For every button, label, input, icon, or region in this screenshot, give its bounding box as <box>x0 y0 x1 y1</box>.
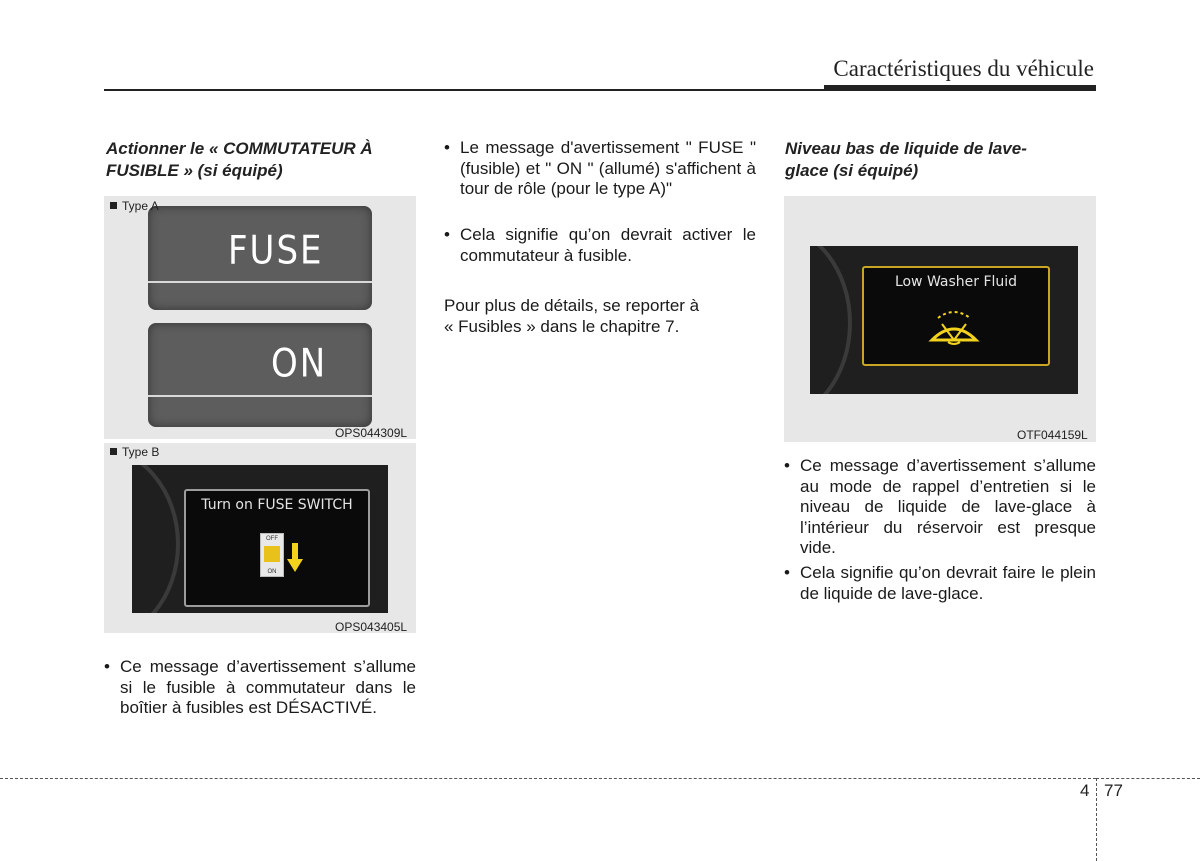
list-item: • Cela signifie qu’on devrait faire le plein de liquide de lave-glace. <box>784 563 1096 603</box>
bullet-dot: • <box>104 657 110 676</box>
switch-on-label: ON <box>267 569 277 575</box>
heading-line: Niveau bas de liquide de lave- <box>785 139 1027 158</box>
square-bullet-icon <box>110 448 117 455</box>
heading-line: glace (si équipé) <box>785 161 919 180</box>
gauge-arc <box>132 465 180 613</box>
on-display <box>148 323 372 427</box>
figure-code: OPS044309L <box>335 426 408 440</box>
bullet-dot: • <box>784 456 790 475</box>
washer-fluid-figure <box>784 196 1096 442</box>
footer-rule <box>1096 778 1200 779</box>
paragraph-line: Pour plus de détails, se reporter à <box>444 296 700 315</box>
bullet-dot: • <box>444 225 450 244</box>
display-divider <box>148 281 372 283</box>
display-divider <box>148 395 372 397</box>
fuse-display-text: FUSE <box>228 228 324 274</box>
page-header-title: Caractéristiques du véhicule <box>833 56 1094 81</box>
heading-line: Actionner le « COMMUTATEUR À <box>106 139 373 158</box>
warning-message: Low Washer Fluid <box>894 274 1018 290</box>
warning-panel <box>862 266 1050 366</box>
reference-paragraph <box>444 296 764 337</box>
type-a-label: Type A <box>110 199 159 213</box>
instrument-cluster <box>810 246 1078 394</box>
washer-fluid-heading <box>785 138 1027 182</box>
bullet-dot: • <box>444 138 450 157</box>
figure-code: OTF044159L <box>1017 428 1088 442</box>
fuse-switch-icon <box>260 533 284 577</box>
switch-off-label: OFF <box>266 536 278 542</box>
type-b-label: Type B <box>110 445 159 459</box>
heading-line: FUSIBLE » (si équipé) <box>106 161 283 180</box>
list-item: • Ce message d’avertissement s’allume si le fusible à commutateur dans le boîtier à fusibles est DÉSACTIVÉ. <box>104 657 416 717</box>
header-rule-accent <box>824 85 1096 90</box>
page-number: 77 <box>1104 781 1123 800</box>
list-item: • Ce message d’avertissement s’allume au mode de rappel d’entretien si le niveau de liquide de lave-glace à l’intérieur du réservoir est presque vide. <box>784 456 1096 557</box>
list-item: • Le message d'avertissement " FUSE " (fusible) et " ON " (allumé) s'affichent à tour de rôle (pour le type A)" <box>444 138 756 198</box>
bullet-dot: • <box>784 563 790 582</box>
type-b-figure <box>104 443 416 633</box>
switch-lever <box>264 546 280 562</box>
footer-rule <box>0 778 1096 779</box>
instrument-cluster <box>132 465 388 613</box>
fuse-switch-heading <box>106 138 373 182</box>
down-arrow-icon <box>287 543 303 573</box>
paragraph-line: « Fusibles » dans le chapitre 7. <box>444 316 680 336</box>
list-item: • Cela signifie qu’on devrait activer le commutateur à fusible. <box>444 225 756 265</box>
figure-code: OPS043405L <box>335 620 408 634</box>
fuse-display <box>148 206 372 310</box>
footer-divider <box>1096 778 1097 861</box>
type-a-figure <box>104 196 416 439</box>
warning-panel <box>184 489 370 607</box>
square-bullet-icon <box>110 202 117 209</box>
washer-fluid-icon <box>928 308 980 346</box>
gauge-arc <box>810 246 852 394</box>
warning-message: Turn on FUSE SWITCH <box>201 497 353 513</box>
chapter-number: 4 <box>1080 781 1090 800</box>
on-display-text: ON <box>271 341 328 387</box>
